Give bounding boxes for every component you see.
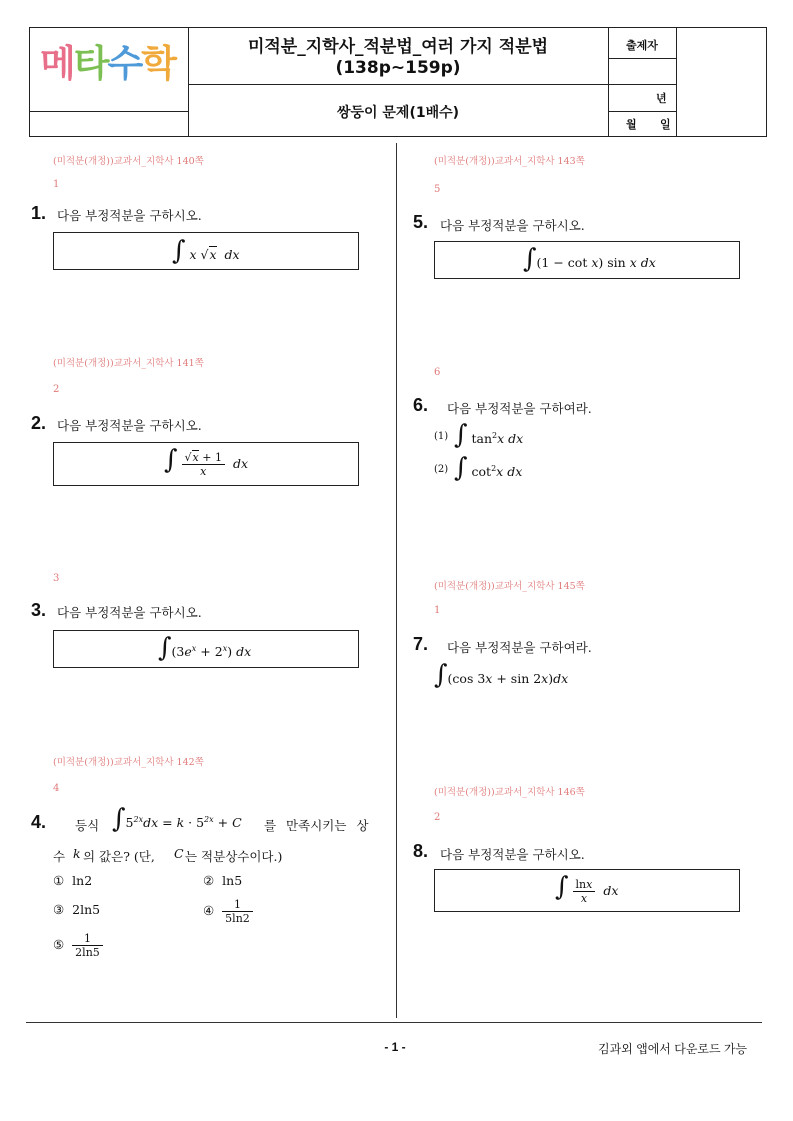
document-title: 미적분_지학사_적분법_여러 가지 적분법 <box>247 37 549 57</box>
problem-5-text: 다음 부정적분을 구하시오. <box>440 218 585 233</box>
problem-3-text: 다음 부정적분을 구하시오. <box>57 605 202 620</box>
problem-3-formula-box <box>53 630 359 668</box>
problem-8-text: 다음 부정적분을 구하시오. <box>440 847 585 862</box>
problem-4-equation: $\int 5^{2x}dx = k \cdot 5^{2x} + C$ <box>112 804 242 834</box>
column-divider <box>396 143 397 1018</box>
problem-1-text: 다음 부정적분을 구하시오. <box>57 208 202 223</box>
problem-7-text: 다음 부정적분을 구하여라. <box>447 640 592 655</box>
problem-2-index: 2 <box>53 384 60 395</box>
problem-4-index: 4 <box>53 783 60 794</box>
choice-1[interactable]: ① ln2 <box>53 873 93 888</box>
logo: 메타수학 <box>40 42 175 85</box>
problem-1-index: 1 <box>53 179 60 190</box>
download-note: 김과외 앱에서 다운로드 가능 <box>598 1042 748 1056</box>
footer-divider <box>26 1022 762 1023</box>
problem-5-formula-box <box>434 241 740 279</box>
problem-4-number: 4. <box>31 812 47 832</box>
problem-6-sub2-formula: ∫ $\cot^2x$ dx <box>454 453 523 483</box>
problem-3-index: 3 <box>53 573 60 584</box>
problem-5-number: 5. <box>413 212 429 232</box>
choice-5[interactable]: ⑤ $\frac{1}{2\ln 5}$ <box>53 932 103 959</box>
page-number: - 1 - <box>384 1040 406 1054</box>
problem-1-formula: ∫ x √x dx <box>172 236 240 266</box>
problem-7-ref: (미적분(개정))교과서_지학사 145쪽 <box>434 581 585 592</box>
day-label: 일 <box>660 118 671 131</box>
problem-4-var-k: k <box>73 846 81 861</box>
document-page-range: (138p~159p) <box>335 58 461 78</box>
problem-6-sub2-label: (2) <box>434 464 449 475</box>
problem-5-ref: (미적분(개정))교과서_지학사 143쪽 <box>434 156 585 167</box>
choice-3[interactable]: ③ 2ln5 <box>53 902 101 917</box>
problem-4-var-c: C <box>174 846 184 861</box>
problem-8-formula-box <box>434 869 740 912</box>
problem-6-index: 6 <box>434 367 441 378</box>
problem-2-text: 다음 부정적분을 구하시오. <box>57 418 202 433</box>
problem-6-text: 다음 부정적분을 구하여라. <box>447 401 592 416</box>
problem-4-text-e: 는 적분상수이다.) <box>185 849 283 864</box>
problem-8-formula: ∫ $\frac{\ln x}{x}$ dx <box>555 872 619 905</box>
choice-2[interactable]: ② ln5 <box>203 873 243 888</box>
problem-2-ref: (미적분(개정))교과서_지학사 141쪽 <box>53 358 204 369</box>
problem-1-number: 1. <box>31 203 47 223</box>
problem-1-ref: (미적분(개정))교과서_지학사 140쪽 <box>53 156 204 167</box>
problem-8-ref: (미적분(개정))교과서_지학사 146쪽 <box>434 787 585 798</box>
problem-5-formula: ∫(1 − cot x) sin x dx <box>523 244 656 274</box>
header-table <box>29 27 767 137</box>
document-subtitle: 쌍둥이 문제(1배수) <box>336 105 460 121</box>
problem-4-ref: (미적분(개정))교과서_지학사 142쪽 <box>53 757 204 768</box>
problem-8-index: 2 <box>434 812 441 823</box>
problem-5-index: 5 <box>434 184 441 195</box>
problem-6-sub1-label: (1) <box>434 431 449 442</box>
problem-6-sub1-formula: ∫ $\tan^2x$ dx <box>454 420 524 450</box>
problem-6-number: 6. <box>413 395 429 415</box>
problem-2-formula: ∫ $\frac{√x + 1}{x}$ dx <box>164 445 248 478</box>
problem-7-index: 1 <box>434 605 441 616</box>
problem-2-formula-box <box>53 442 359 486</box>
month-label: 월 <box>626 118 637 131</box>
problem-4-text-b: 를 만족시키는 상 <box>264 818 369 833</box>
problem-7-number: 7. <box>413 634 429 654</box>
problem-1-formula-box <box>53 232 359 270</box>
problem-7-formula: ∫(cos 3x + sin 2x)dx <box>434 660 569 690</box>
author-label: 출제자 <box>626 39 658 52</box>
problem-4-text-c: 수 <box>53 849 66 864</box>
year-label: 년 <box>656 92 667 105</box>
problem-3-formula: $\int(3e^x + 2^x)$ dx <box>158 633 252 663</box>
problem-3-number: 3. <box>31 600 47 620</box>
problem-8-number: 8. <box>413 841 429 861</box>
problem-2-number: 2. <box>31 413 47 433</box>
problem-4-text-a: 등식 <box>75 818 100 833</box>
problem-4-text-d: 의 값은? (단, <box>83 849 155 864</box>
choice-4[interactable]: ④ $\frac{1}{5\ln 2}$ <box>203 898 253 925</box>
